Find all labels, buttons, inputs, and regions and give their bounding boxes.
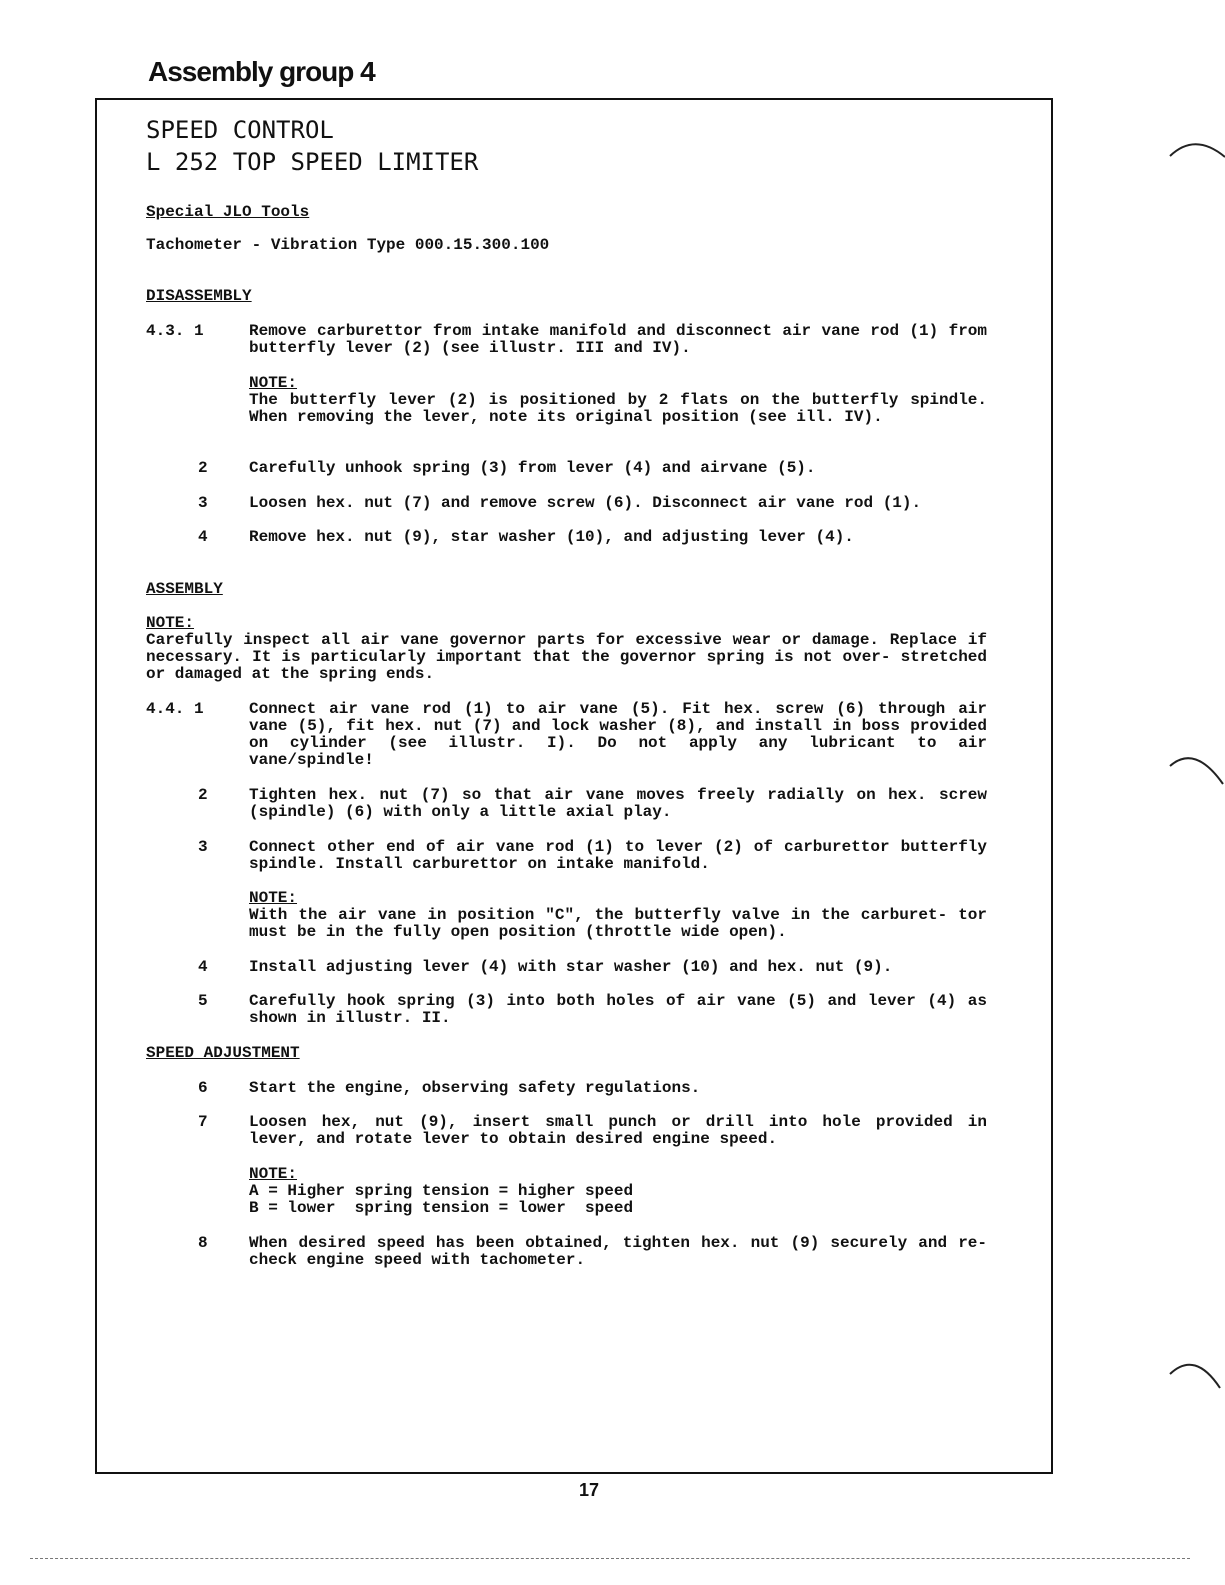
step-text: Tighten hex. nut (7) so that air vane moves freely radially on hex. screw (spindle) (6) with only a little axial play.	[249, 786, 987, 821]
step-number: 2	[198, 786, 208, 804]
note-label: NOTE:	[146, 614, 195, 632]
note-label: NOTE:	[249, 374, 298, 392]
note-text: Carefully inspect all air vane governor parts for excessive wear or damage. Replace if necessary. It is particularly important that the governor spring is not over- stretched or damaged at the spring ends.	[146, 631, 987, 683]
step-text: Remove hex. nut (9), star washer (10), and adjusting lever (4).	[249, 528, 854, 546]
assembly-heading: ASSEMBLY	[146, 580, 223, 598]
punch-hole-mark-top	[1165, 132, 1225, 182]
step-number: 5	[198, 992, 208, 1010]
step-number: 4.4. 1	[146, 700, 204, 718]
note-text: With the air vane in position "C", the butterfly valve in the carburet- tor must be in the fully open position (throttle wide open).	[249, 906, 987, 941]
speed-adjustment-heading: SPEED ADJUSTMENT	[146, 1044, 300, 1062]
note-label: NOTE:	[249, 889, 298, 907]
punch-hole-mark-bottom	[1165, 1350, 1225, 1400]
step-number: 7	[198, 1113, 208, 1131]
step-text: Carefully hook spring (3) into both holes of air vane (5) and lever (4) as shown in illustr. II.	[249, 992, 987, 1027]
tools-item: Tachometer - Vibration Type 000.15.300.100	[146, 236, 550, 254]
disassembly-heading: DISASSEMBLY	[146, 287, 252, 305]
bottom-edge-rule	[30, 1558, 1190, 1559]
page-number: 17	[578, 1480, 600, 1500]
note-line: A = Higher spring tension = higher speed	[249, 1182, 634, 1200]
note-text: The butterfly lever (2) is positioned by 2 flats on the butterfly spindle. When removing the lever, note its original position (see ill. IV).	[249, 391, 987, 426]
step-text: Start the engine, observing safety regulations.	[249, 1079, 701, 1097]
step-text: Loosen hex, nut (9), insert small punch or drill into hole provided in lever, and rotate lever to obtain desired engine speed.	[249, 1113, 987, 1148]
step-text: Remove carburettor from intake manifold and disconnect air vane rod (1) from butterfly lever (2) (see illustr. III and IV).	[249, 322, 987, 357]
step-number: 3	[198, 494, 208, 512]
tools-heading: Special JLO Tools	[146, 203, 310, 221]
step-number: 4	[198, 958, 208, 976]
step-number: 6	[198, 1079, 208, 1097]
step-text: Install adjusting lever (4) with star washer (10) and hex. nut (9).	[249, 958, 893, 976]
step-text: Connect air vane rod (1) to air vane (5). Fit hex. screw (6) through air vane (5), fit hex. nut (7) and lock washer (8), and install in boss provided on cylinder (see illustr. I). Do not apply any lubricant to air vane/spindle!	[249, 700, 987, 769]
step-text: Carefully unhook spring (3) from lever (4) and airvane (5).	[249, 459, 816, 477]
step-number: 3	[198, 838, 208, 856]
step-text: Loosen hex. nut (7) and remove screw (6). Disconnect air vane rod (1).	[249, 494, 922, 512]
title-top-speed-limiter: L 252 TOP SPEED LIMITER	[146, 148, 479, 176]
step-number: 4	[198, 528, 208, 546]
note-label: NOTE:	[249, 1165, 298, 1183]
punch-hole-mark-middle	[1165, 744, 1225, 794]
assembly-group-heading: Assembly group 4	[148, 56, 375, 87]
step-number: 2	[198, 459, 208, 477]
step-number: 4.3. 1	[146, 322, 204, 340]
title-speed-control: SPEED CONTROL	[146, 116, 334, 144]
note-line: B = lower spring tension = lower speed	[249, 1199, 634, 1217]
step-text: When desired speed has been obtained, tighten hex. nut (9) securely and re-check engine speed with tachometer.	[249, 1234, 987, 1269]
step-number: 8	[198, 1234, 208, 1252]
step-text: Connect other end of air vane rod (1) to lever (2) of carburettor butterfly spindle. Install carburettor on intake manifold.	[249, 838, 987, 873]
